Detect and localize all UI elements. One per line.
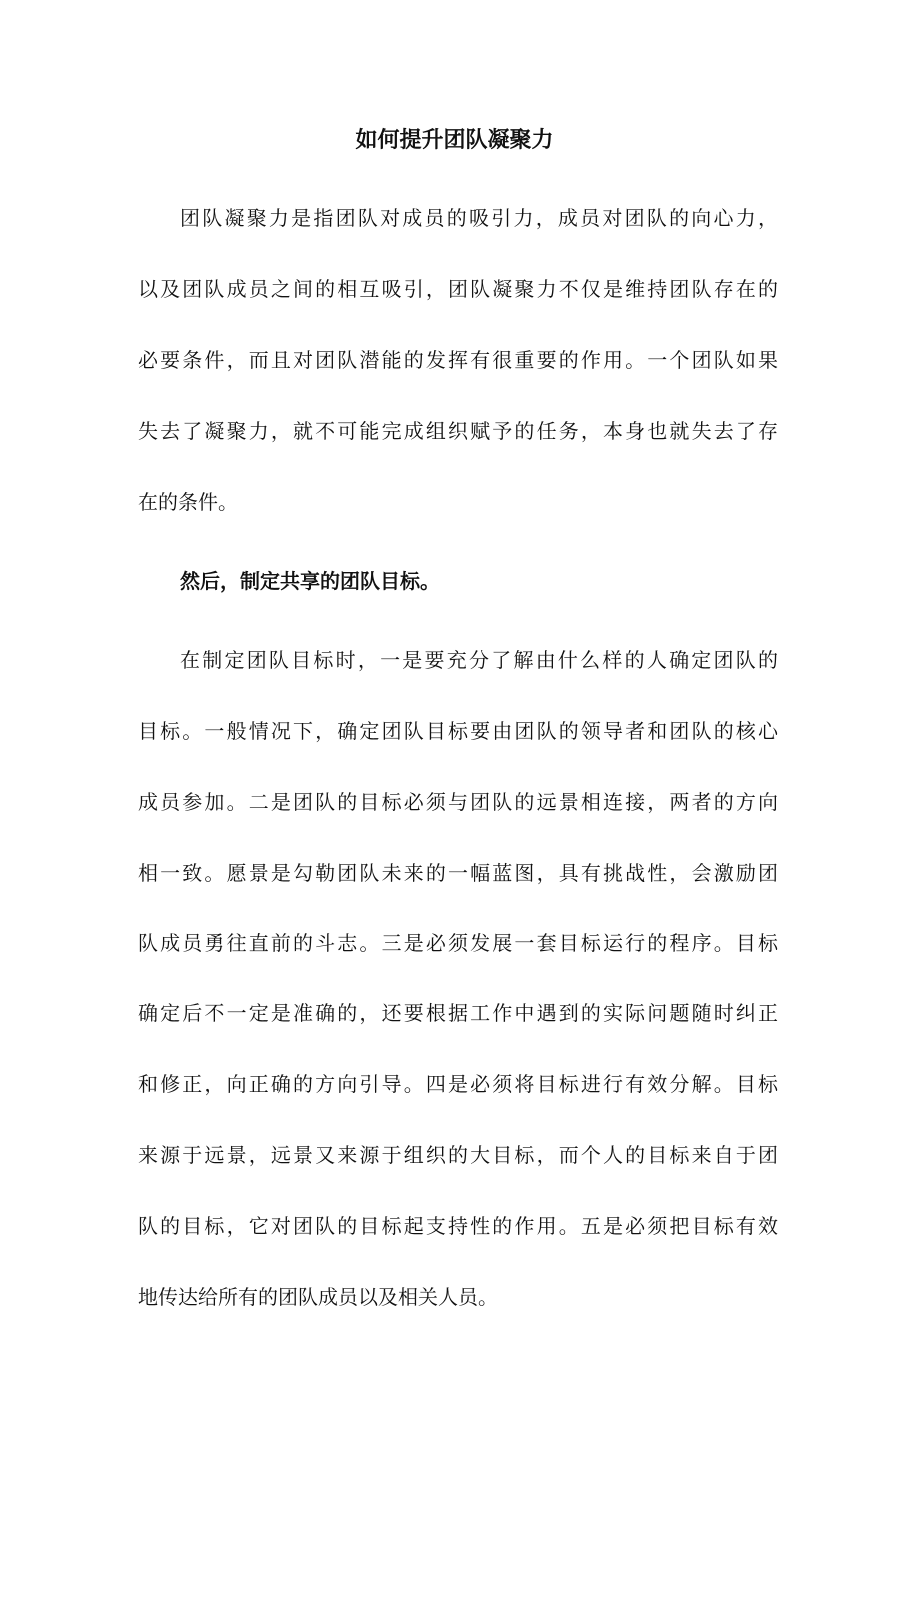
paragraph1-line: 以及团队成员之间的相互吸引，团队凝聚力不仅是维持团队存在的 (138, 277, 778, 301)
paragraph2-line: 队的目标，它对团队的目标起支持性的作用。五是必须把目标有效 (138, 1214, 778, 1238)
paragraph2-line: 成员参加。二是团队的目标必须与团队的远景相连接，两者的方向 (138, 790, 778, 814)
paragraph2-line: 目标。一般情况下，确定团队目标要由团队的领导者和团队的核心 (138, 719, 778, 743)
paragraph1-line: 团队凝聚力是指团队对成员的吸引力，成员对团队的向心力， (180, 206, 778, 230)
paragraph2-line: 来源于远景，远景又来源于组织的大目标，而个人的目标来自于团 (138, 1143, 778, 1167)
paragraph1-line: 必要条件，而且对团队潜能的发挥有很重要的作用。一个团队如果 (138, 348, 778, 372)
paragraph2-line: 相一致。愿景是勾勒团队未来的一幅蓝图，具有挑战性，会激励团 (138, 861, 778, 885)
paragraph2-line: 和修正，向正确的方向引导。四是必须将目标进行有效分解。目标 (138, 1072, 778, 1096)
paragraph1-line: 在的条件。 (138, 490, 238, 514)
paragraph2-line: 确定后不一定是准确的，还要根据工作中遇到的实际问题随时纠正 (138, 1001, 778, 1025)
section-heading: 然后，制定共享的团队目标。 (180, 569, 440, 593)
document-title: 如何提升团队凝聚力 (355, 127, 554, 153)
paragraph2-line: 队成员勇往直前的斗志。三是必须发展一套目标运行的程序。目标 (138, 931, 778, 955)
paragraph1-line: 失去了凝聚力，就不可能完成组织赋予的任务，本身也就失去了存 (138, 419, 778, 443)
paragraph2-line: 在制定团队目标时，一是要充分了解由什么样的人确定团队的 (180, 648, 778, 672)
paragraph2-line: 地传达给所有的团队成员以及相关人员。 (138, 1285, 498, 1309)
